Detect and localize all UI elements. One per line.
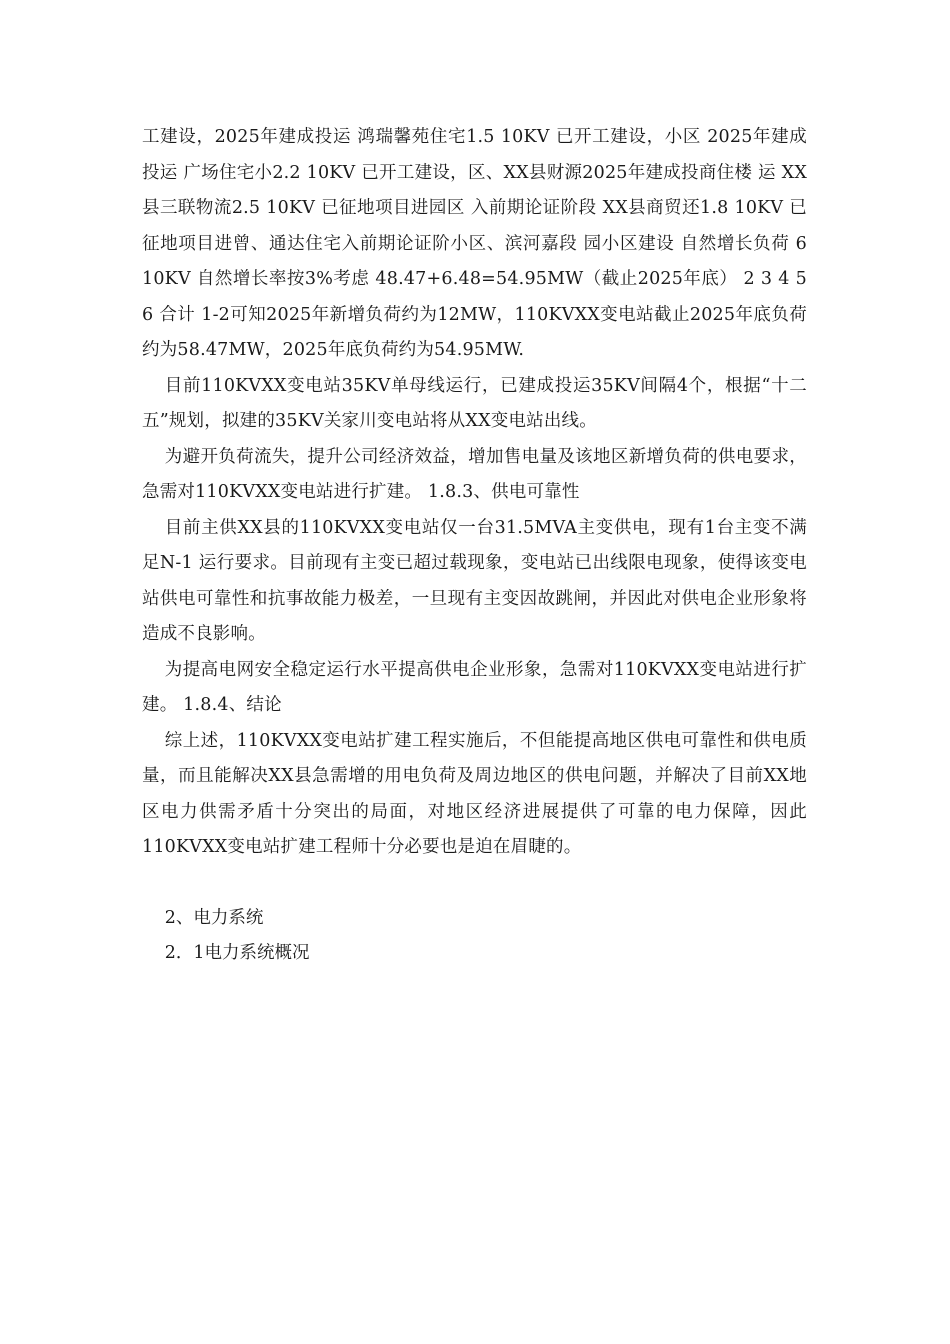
paragraph-load-table-text: 工建设，2025年建成投运 鸿瑞馨苑住宅1.5 10KV 已开工建设，小区 2025年建成投运 广场住宅小2.2 10KV 已开工建设，区、XX县财源2025年建成投商住楼 运 XX县三联物流2.5 10KV 已征地项目进园区 入前期论证阶段 XX县商贸还1.8 10KV 已征地项目进曾、通达住宅入前期论证阶小区、滨河嘉段 园小区建设 自然增长负荷 6 10KV 自然增长率按3%考虑 48.47+6.48=54.95MW（截止2025年底） 2 3 4 5 6 合计 1-2可知2025年新增负荷约为12MW，110KVXX变电站截止2025年底负荷约为58.47MW，2025年底负荷约为54.95MW. (142, 127, 807, 360)
section-heading: 2、电力系统 (164, 907, 264, 928)
section-spacer (142, 866, 807, 901)
subsection-heading: 2．1电力系统概况 (164, 943, 310, 963)
paragraph-reliability: 目前主供XX县的110KVXX变电站仅一台31.5MVA主变供电，现有1台主变不满足N-1 运行要求。目前现有主变已超过载现象，变电站已出线限电现象，使得该变电站供电可靠性和抗事故能力极差，一旦现有主变因故跳闸，并因此对供电企业形象将造成不良影响。 (142, 517, 807, 644)
document-body (142, 120, 807, 972)
paragraph-load-loss: 为避开负荷流失，提升公司经济效益，增加售电量及该地区新增负荷的供电要求，急需对110KVXX变电站进行扩建。 1.8.3、供电可靠性 (142, 446, 807, 502)
paragraph-grid-safety: 为提高电网安全稳定运行水平提高供电企业形象，急需对110KVXX变电站进行扩建。 1.8.4、结论 (142, 659, 807, 715)
paragraph-current-status: 目前110KVXX变电站35KV单母线运行，已建成投运35KV间隔4个，根据“十二五”规划，拟建的35KV关家川变电站将从XX变电站出线。 (142, 375, 807, 431)
paragraph-conclusion: 综上述，110KVXX变电站扩建工程实施后，不但能提高地区供电可靠性和供电质量，而且能解决XX县急需增的用电负荷及周边地区的供电问题，并解决了目前XX地区电力供需矛盾十分突出的局面，对地区经济进展提供了可靠的电力保障，因此110KVXX变电站扩建工程师十分必要也是迫在眉睫的。 (142, 730, 807, 857)
